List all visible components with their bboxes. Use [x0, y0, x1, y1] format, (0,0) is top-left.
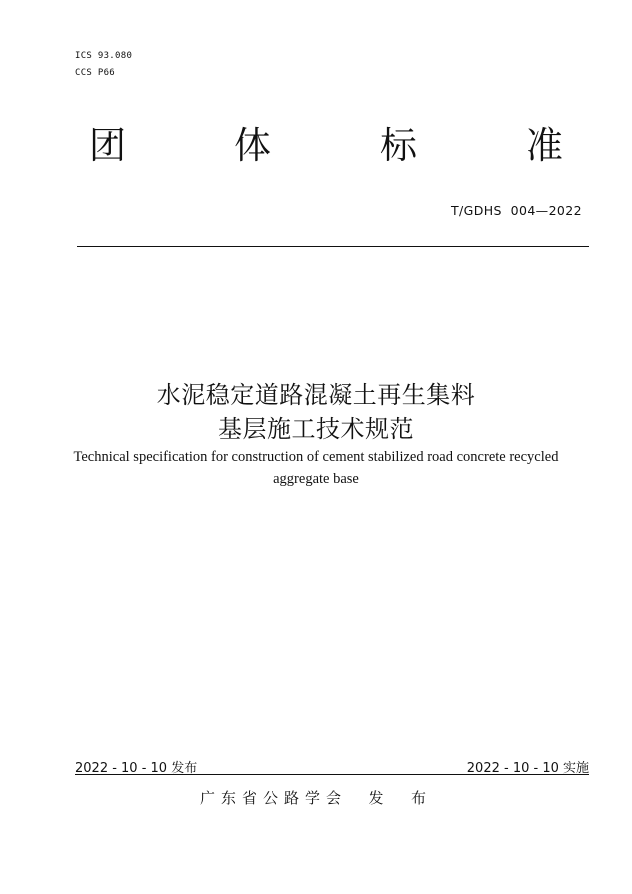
- title-en-line1: Technical specification for construction of cement stabilized road concrete recycled: [73, 449, 559, 465]
- ics-code: ICS 93.080: [75, 51, 133, 61]
- issue-date: 2022 - 10 - 10 发布: [75, 761, 198, 776]
- standard-type-char: 准: [526, 124, 563, 167]
- title-en-line2: aggregate base: [273, 471, 359, 487]
- standard-type-char: 标: [380, 124, 417, 167]
- footer-divider: [75, 774, 589, 775]
- publisher: 广东省公路学会 发 布: [199, 789, 433, 807]
- ccs-code: CCS P66: [75, 68, 116, 78]
- implementation-date: 2022 - 10 - 10 实施: [466, 761, 589, 776]
- standard-type-char: 团: [89, 124, 126, 167]
- title-cn-line1: 水泥稳定道路混凝土再生集料: [156, 381, 476, 409]
- header-divider: [77, 246, 589, 247]
- standard-number: T/GDHS 004—2022: [450, 203, 582, 218]
- title-cn-line2: 基层施工技术规范: [218, 415, 414, 443]
- standard-type-char: 体: [234, 124, 271, 167]
